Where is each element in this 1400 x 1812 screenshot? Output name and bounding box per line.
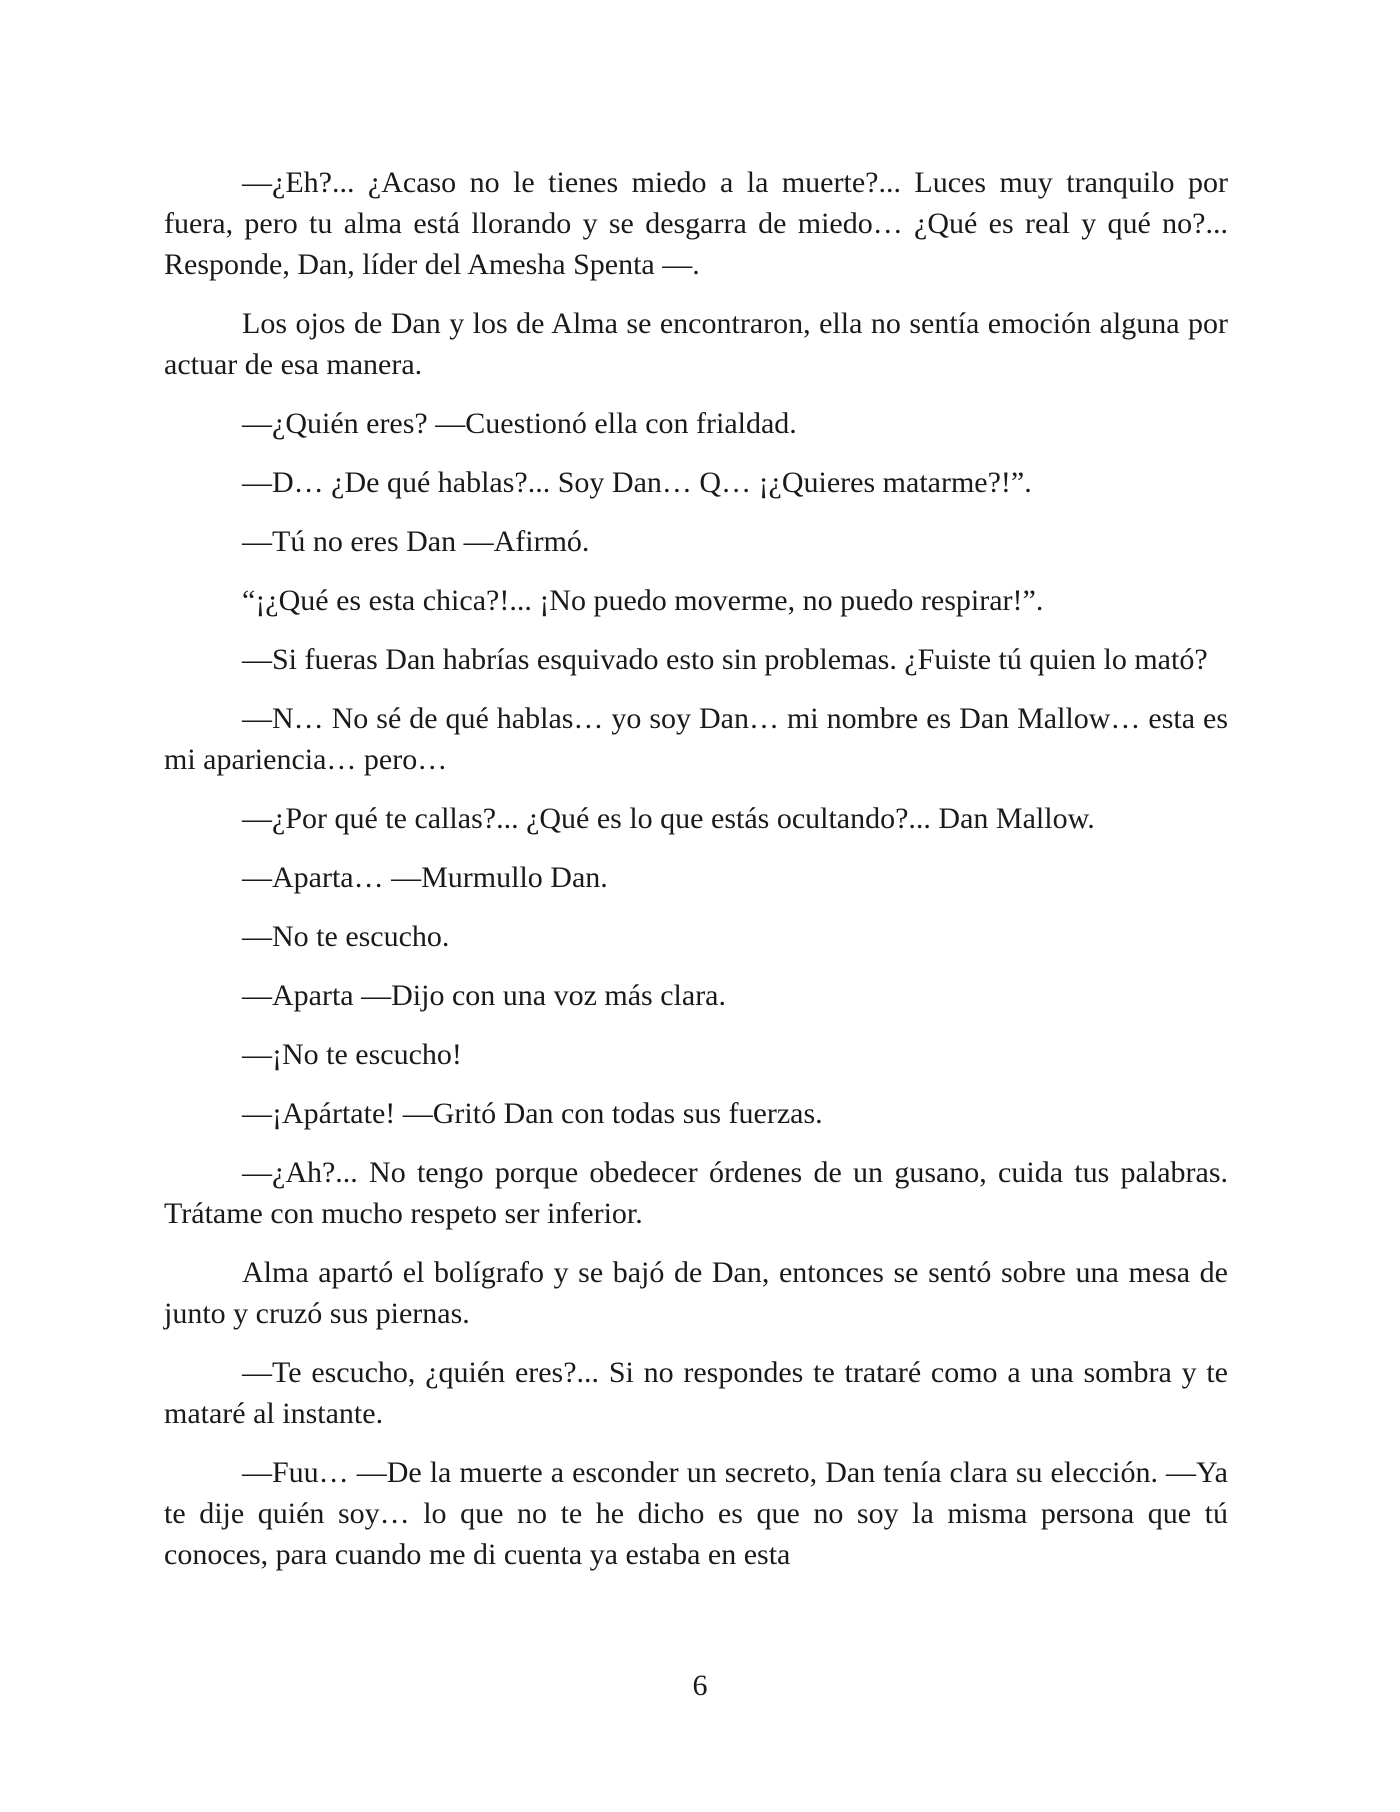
- paragraph: —¡No te escucho!: [242, 1038, 462, 1071]
- paragraph: —D… ¿De qué hablas?... Soy Dan… Q… ¡¿Quieres matarme?!”.: [242, 466, 1032, 499]
- paragraph: —Tú no eres Dan —Afirmó.: [242, 525, 590, 558]
- paragraph: —¡Apártate! —Gritó Dan con todas sus fuerzas.: [242, 1097, 823, 1130]
- paragraph: —Te escucho, ¿quién eres?... Si no respondes te trataré como a una sombra y te mataré al instante.: [164, 1356, 1228, 1430]
- paragraph: “¡¿Qué es esta chica?!... ¡No puedo moverme, no puedo respirar!”.: [242, 584, 1044, 617]
- paragraph: Los ojos de Dan y los de Alma se encontraron, ella no sentía emoción alguna por actuar de esa manera.: [164, 307, 1228, 381]
- paragraph: —Aparta… —Murmullo Dan.: [242, 861, 608, 894]
- paragraph: —Si fueras Dan habrías esquivado esto sin problemas. ¿Fuiste tú quien lo mató?: [242, 643, 1208, 676]
- paragraph: —¿Quién eres? —Cuestionó ella con frialdad.: [242, 407, 797, 440]
- paragraph: —N… No sé de qué hablas… yo soy Dan… mi nombre es Dan Mallow… esta es mi apariencia… pero…: [164, 702, 1228, 776]
- body-text: [164, 162, 1228, 1575]
- paragraph: —Aparta —Dijo con una voz más clara.: [242, 979, 726, 1012]
- paragraph: —¿Por qué te callas?... ¿Qué es lo que estás ocultando?... Dan Mallow.: [242, 802, 1095, 835]
- paragraph: —No te escucho.: [242, 920, 450, 953]
- paragraph: —¿Ah?... No tengo porque obedecer órdenes de un gusano, cuida tus palabras. Trátame con mucho respeto ser inferior.: [164, 1156, 1228, 1230]
- paragraph: —¿Eh?... ¿Acaso no le tienes miedo a la muerte?... Luces muy tranquilo por fuera, pero tu alma está llorando y se desgarra de miedo… ¿Qué es real y qué no?... Responde, Dan, líder del Amesha Spenta —.: [164, 166, 1228, 281]
- paragraph: —Fuu… —De la muerte a esconder un secreto, Dan tenía clara su elección. —Ya te dije quién soy… lo que no te he dicho es que no soy la misma persona que tú conoces, para cuando me di cuenta ya estaba en esta: [164, 1456, 1228, 1571]
- paragraph: Alma apartó el bolígrafo y se bajó de Dan, entonces se sentó sobre una mesa de junto y cruzó sus piernas.: [164, 1256, 1228, 1330]
- page-number: 6: [692, 1669, 708, 1702]
